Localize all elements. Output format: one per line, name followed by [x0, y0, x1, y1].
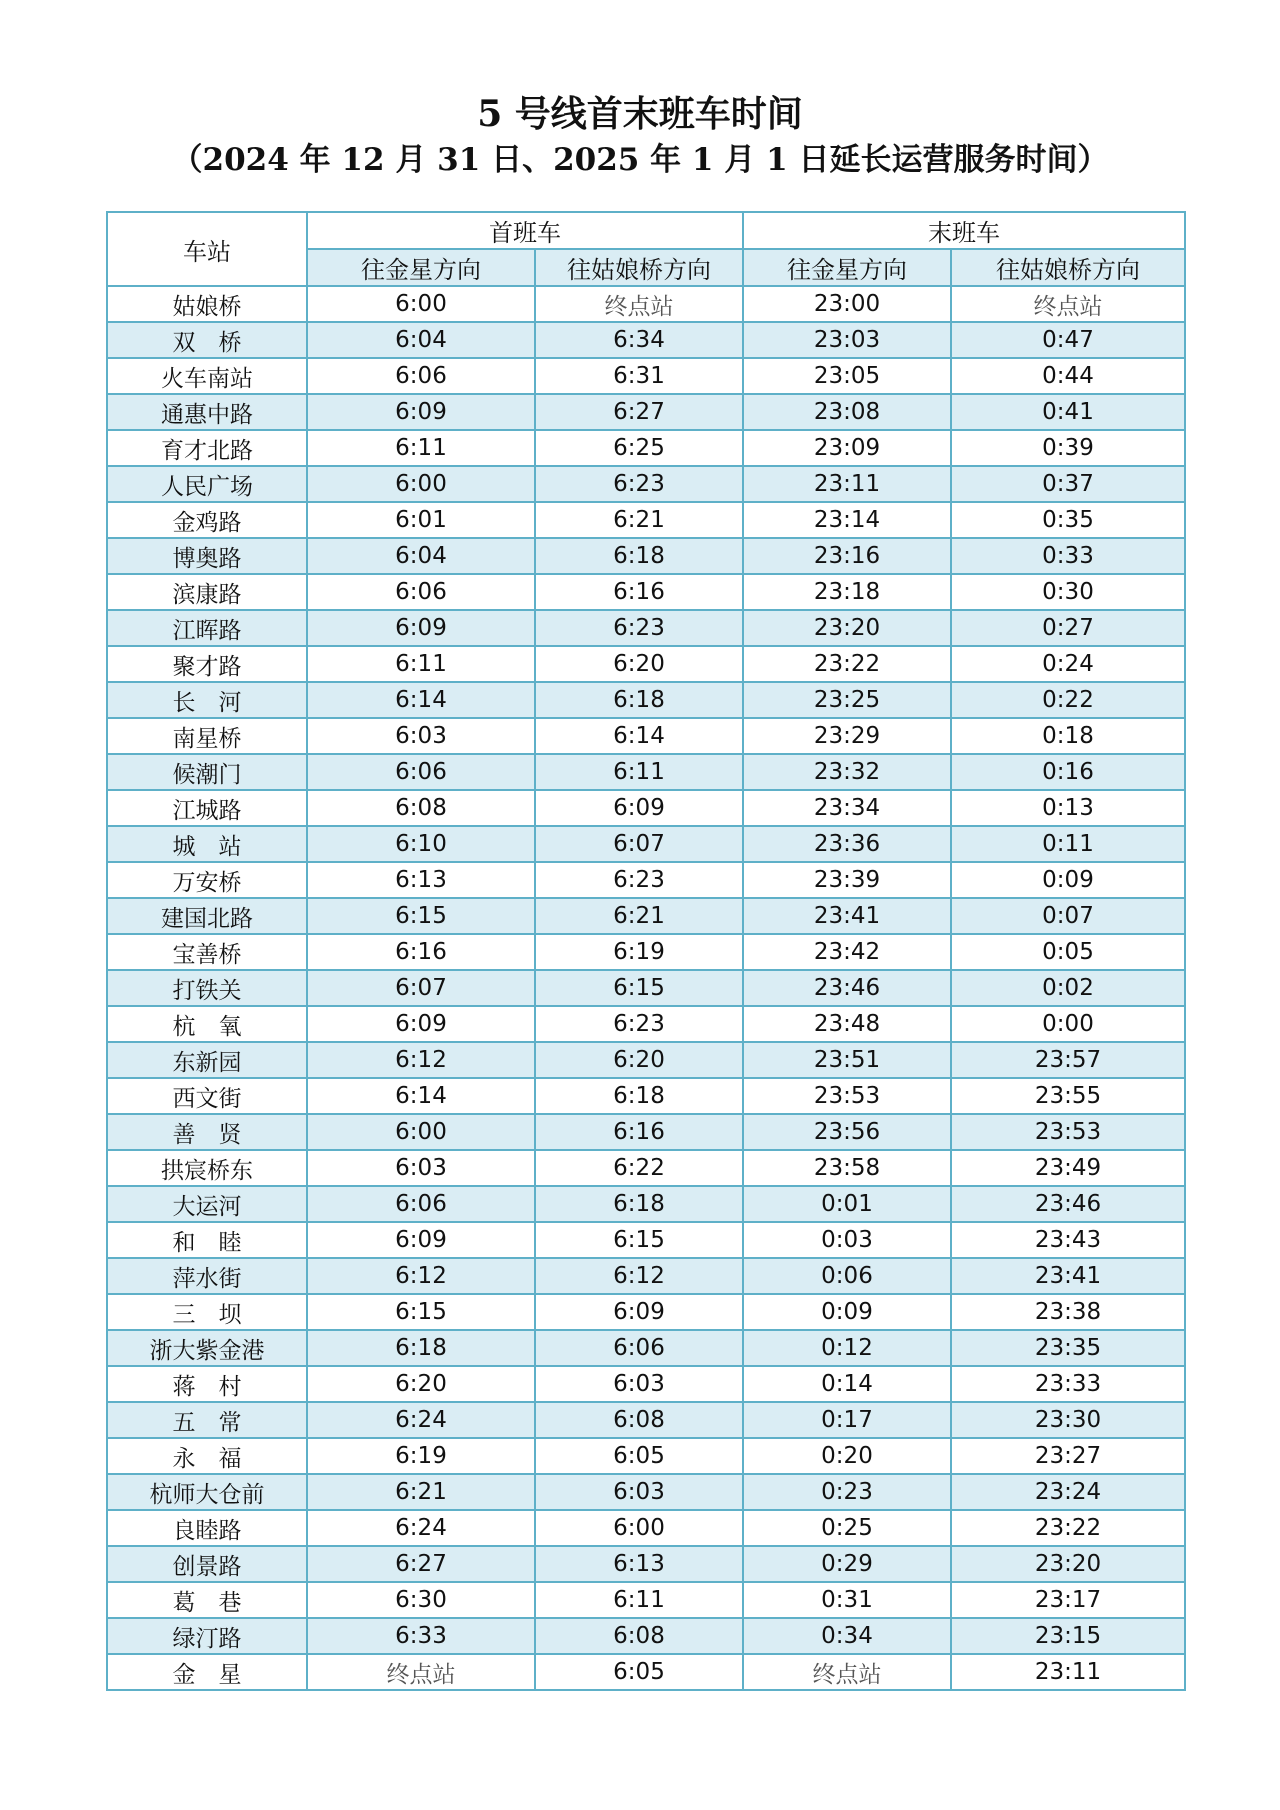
first-train-to-guniangqiao-cell: 6:21: [535, 502, 743, 538]
last-train-to-guniangqiao-cell: 23:57: [951, 1042, 1185, 1078]
first-train-to-jinxing-cell: 6:09: [307, 1222, 535, 1258]
station-name-cell: 绿汀路: [107, 1618, 307, 1654]
first-train-to-guniangqiao-cell: 6:18: [535, 1186, 743, 1222]
last-train-to-guniangqiao-cell: 23:35: [951, 1330, 1185, 1366]
last-train-to-guniangqiao-cell: 0:44: [951, 358, 1185, 394]
last-train-to-jinxing-cell: 23:11: [743, 466, 951, 502]
last-train-to-jinxing-cell: 0:06: [743, 1258, 951, 1294]
last-train-to-jinxing-cell: 0:14: [743, 1366, 951, 1402]
first-train-to-guniangqiao-cell: 6:20: [535, 1042, 743, 1078]
last-train-to-jinxing-cell: 0:29: [743, 1546, 951, 1582]
last-train-to-jinxing-cell: 23:32: [743, 754, 951, 790]
station-name-cell: 打铁关: [107, 970, 307, 1006]
first-train-to-guniangqiao-cell: 6:07: [535, 826, 743, 862]
table-row: [107, 1222, 1185, 1258]
station-name-cell: 大运河: [107, 1186, 307, 1222]
last-train-to-jinxing-cell: 23:00: [743, 286, 951, 322]
first-train-to-guniangqiao-cell: 6:16: [535, 1114, 743, 1150]
last-train-to-guniangqiao-cell: 23:15: [951, 1618, 1185, 1654]
first-train-to-jinxing-cell: 6:16: [307, 934, 535, 970]
station-name-cell: 杭师大仓前: [107, 1474, 307, 1510]
last-train-to-jinxing-cell: 0:25: [743, 1510, 951, 1546]
station-name-cell: 金 星: [107, 1654, 307, 1690]
first-train-to-jinxing-cell: 6:24: [307, 1402, 535, 1438]
first-train-to-guniangqiao-cell: 6:31: [535, 358, 743, 394]
last-train-to-guniangqiao-cell: 0:05: [951, 934, 1185, 970]
last-train-to-guniangqiao-cell: 23:49: [951, 1150, 1185, 1186]
last-train-to-jinxing-cell: 23:05: [743, 358, 951, 394]
last-train-to-guniangqiao-cell: 23:20: [951, 1546, 1185, 1582]
first-train-to-jinxing-cell: 6:01: [307, 502, 535, 538]
last-train-to-jinxing-cell: 23:58: [743, 1150, 951, 1186]
last-train-to-jinxing-cell: 23:42: [743, 934, 951, 970]
last-train-to-guniangqiao-cell: 0:47: [951, 322, 1185, 358]
first-train-to-guniangqiao-cell: 6:12: [535, 1258, 743, 1294]
station-name-cell: 长 河: [107, 682, 307, 718]
first-train-to-guniangqiao-cell: 6:05: [535, 1438, 743, 1474]
first-train-to-jinxing-cell: 6:24: [307, 1510, 535, 1546]
table-row: [107, 862, 1185, 898]
station-header: 车站: [107, 212, 307, 286]
first-train-to-jinxing-cell: 6:27: [307, 1546, 535, 1582]
last-train-to-guniangqiao-cell: 0:02: [951, 970, 1185, 1006]
first-train-to-jinxing-cell: 6:11: [307, 646, 535, 682]
last-to-guniangqiao-header: 往姑娘桥方向: [951, 249, 1185, 286]
table-row: [107, 790, 1185, 826]
first-train-to-guniangqiao-cell: 6:08: [535, 1618, 743, 1654]
station-name-cell: 葛 巷: [107, 1582, 307, 1618]
station-name-cell: 姑娘桥: [107, 286, 307, 322]
table-row: [107, 1510, 1185, 1546]
station-name-cell: 善 贤: [107, 1114, 307, 1150]
first-train-to-guniangqiao-cell: 6:16: [535, 574, 743, 610]
last-train-to-guniangqiao-cell: 23:30: [951, 1402, 1185, 1438]
station-name-cell: 浙大紫金港: [107, 1330, 307, 1366]
table-row: [107, 1294, 1185, 1330]
last-train-to-guniangqiao-cell: 23:41: [951, 1258, 1185, 1294]
first-train-to-jinxing-cell: 6:30: [307, 1582, 535, 1618]
first-train-to-jinxing-cell: 6:14: [307, 1078, 535, 1114]
last-train-to-jinxing-cell: 23:46: [743, 970, 951, 1006]
station-name-cell: 金鸡路: [107, 502, 307, 538]
first-train-to-guniangqiao-cell: 6:23: [535, 1006, 743, 1042]
first-train-to-jinxing-cell: 6:06: [307, 754, 535, 790]
first-train-to-jinxing-cell: 6:03: [307, 718, 535, 754]
first-train-to-guniangqiao-cell: 6:19: [535, 934, 743, 970]
first-train-to-jinxing-cell: 6:11: [307, 430, 535, 466]
table-row: [107, 322, 1185, 358]
first-train-to-guniangqiao-cell: 6:09: [535, 1294, 743, 1330]
last-train-to-jinxing-cell: 终点站: [743, 1654, 951, 1690]
page-title: 5 号线首末班车时间: [477, 93, 803, 135]
last-train-to-jinxing-cell: 23:51: [743, 1042, 951, 1078]
first-train-to-jinxing-cell: 6:00: [307, 466, 535, 502]
table-row: [107, 934, 1185, 970]
last-train-to-jinxing-cell: 23:29: [743, 718, 951, 754]
table-row: [107, 466, 1185, 502]
first-train-to-guniangqiao-cell: 6:00: [535, 1510, 743, 1546]
last-train-to-guniangqiao-cell: 23:53: [951, 1114, 1185, 1150]
first-train-to-jinxing-cell: 6:04: [307, 322, 535, 358]
first-train-to-guniangqiao-cell: 6:21: [535, 898, 743, 934]
first-train-to-jinxing-cell: 6:21: [307, 1474, 535, 1510]
last-train-to-jinxing-cell: 0:01: [743, 1186, 951, 1222]
first-train-to-guniangqiao-cell: 6:20: [535, 646, 743, 682]
first-train-to-jinxing-cell: 6:00: [307, 1114, 535, 1150]
station-name-cell: 建国北路: [107, 898, 307, 934]
station-name-cell: 育才北路: [107, 430, 307, 466]
station-name-cell: 聚才路: [107, 646, 307, 682]
last-train-to-guniangqiao-cell: 0:00: [951, 1006, 1185, 1042]
timetable: [106, 211, 1186, 1691]
last-train-to-guniangqiao-cell: 0:24: [951, 646, 1185, 682]
last-train-to-guniangqiao-cell: 23:33: [951, 1366, 1185, 1402]
first-train-to-jinxing-cell: 6:19: [307, 1438, 535, 1474]
first-train-to-guniangqiao-cell: 6:08: [535, 1402, 743, 1438]
last-train-to-guniangqiao-cell: 0:41: [951, 394, 1185, 430]
first-train-to-jinxing-cell: 6:06: [307, 358, 535, 394]
first-train-to-guniangqiao-cell: 6:18: [535, 682, 743, 718]
last-train-to-guniangqiao-cell: 0:39: [951, 430, 1185, 466]
last-train-to-guniangqiao-cell: 0:11: [951, 826, 1185, 862]
table-row: [107, 898, 1185, 934]
station-name-cell: 五 常: [107, 1402, 307, 1438]
first-train-to-jinxing-cell: 6:09: [307, 394, 535, 430]
first-train-to-guniangqiao-cell: 6:23: [535, 862, 743, 898]
first-train-to-guniangqiao-cell: 终点站: [535, 286, 743, 322]
table-row: [107, 718, 1185, 754]
table-row: [107, 1186, 1185, 1222]
station-name-cell: 博奥路: [107, 538, 307, 574]
first-train-to-guniangqiao-cell: 6:13: [535, 1546, 743, 1582]
last-train-to-jinxing-cell: 23:20: [743, 610, 951, 646]
last-train-to-guniangqiao-cell: 0:09: [951, 862, 1185, 898]
table-row: [107, 286, 1185, 322]
last-train-to-guniangqiao-cell: 终点站: [951, 286, 1185, 322]
station-name-cell: 三 坝: [107, 1294, 307, 1330]
first-train-to-jinxing-cell: 6:13: [307, 862, 535, 898]
table-row: [107, 358, 1185, 394]
first-train-to-guniangqiao-cell: 6:03: [535, 1366, 743, 1402]
last-train-to-jinxing-cell: 0:12: [743, 1330, 951, 1366]
first-train-to-jinxing-cell: 6:10: [307, 826, 535, 862]
last-train-to-jinxing-cell: 23:41: [743, 898, 951, 934]
last-train-to-guniangqiao-cell: 0:13: [951, 790, 1185, 826]
last-train-to-guniangqiao-cell: 0:27: [951, 610, 1185, 646]
first-train-to-guniangqiao-cell: 6:25: [535, 430, 743, 466]
last-train-to-jinxing-cell: 0:23: [743, 1474, 951, 1510]
last-train-to-jinxing-cell: 0:31: [743, 1582, 951, 1618]
table-row: [107, 1546, 1185, 1582]
last-train-to-jinxing-cell: 23:25: [743, 682, 951, 718]
table-row: [107, 574, 1185, 610]
first-train-to-guniangqiao-cell: 6:09: [535, 790, 743, 826]
first-train-to-jinxing-cell: 6:09: [307, 610, 535, 646]
last-train-to-guniangqiao-cell: 0:30: [951, 574, 1185, 610]
first-train-to-guniangqiao-cell: 6:23: [535, 610, 743, 646]
table-row: [107, 754, 1185, 790]
last-train-to-jinxing-cell: 23:08: [743, 394, 951, 430]
table-row: [107, 394, 1185, 430]
table-row: [107, 1114, 1185, 1150]
first-train-to-jinxing-cell: 6:08: [307, 790, 535, 826]
timetable-body: [107, 286, 1185, 1690]
last-train-to-jinxing-cell: 23:03: [743, 322, 951, 358]
first-train-to-guniangqiao-cell: 6:11: [535, 1582, 743, 1618]
first-train-to-guniangqiao-cell: 6:15: [535, 970, 743, 1006]
table-row: [107, 682, 1185, 718]
first-train-to-jinxing-cell: 6:33: [307, 1618, 535, 1654]
table-row: [107, 970, 1185, 1006]
station-name-cell: 永 福: [107, 1438, 307, 1474]
last-train-to-guniangqiao-cell: 23:27: [951, 1438, 1185, 1474]
table-row: [107, 1330, 1185, 1366]
station-name-cell: 江城路: [107, 790, 307, 826]
station-name-cell: 蒋 村: [107, 1366, 307, 1402]
first-train-to-jinxing-cell: 6:12: [307, 1258, 535, 1294]
first-train-to-jinxing-cell: 6:06: [307, 574, 535, 610]
station-name-cell: 人民广场: [107, 466, 307, 502]
last-train-to-guniangqiao-cell: 0:16: [951, 754, 1185, 790]
table-row: [107, 1438, 1185, 1474]
station-name-cell: 万安桥: [107, 862, 307, 898]
station-name-cell: 萍水街: [107, 1258, 307, 1294]
last-train-to-guniangqiao-cell: 0:07: [951, 898, 1185, 934]
station-name-cell: 拱宸桥东: [107, 1150, 307, 1186]
last-train-to-jinxing-cell: 23:09: [743, 430, 951, 466]
header-row-groups: [107, 212, 1185, 249]
first-train-to-jinxing-cell: 6:07: [307, 970, 535, 1006]
last-train-to-guniangqiao-cell: 0:35: [951, 502, 1185, 538]
last-train-to-guniangqiao-cell: 0:33: [951, 538, 1185, 574]
last-train-to-guniangqiao-cell: 23:22: [951, 1510, 1185, 1546]
table-row: [107, 538, 1185, 574]
table-row: [107, 1474, 1185, 1510]
last-train-to-guniangqiao-cell: 23:55: [951, 1078, 1185, 1114]
last-train-to-jinxing-cell: 23:56: [743, 1114, 951, 1150]
first-train-to-jinxing-cell: 6:15: [307, 898, 535, 934]
last-train-to-jinxing-cell: 23:14: [743, 502, 951, 538]
table-row: [107, 1006, 1185, 1042]
station-name-cell: 宝善桥: [107, 934, 307, 970]
page-subtitle: （2024 年 12 月 31 日、2025 年 1 月 1 日延长运营服务时间）: [171, 142, 1109, 178]
first-train-to-guniangqiao-cell: 6:03: [535, 1474, 743, 1510]
first-train-to-jinxing-cell: 6:03: [307, 1150, 535, 1186]
first-train-to-jinxing-cell: 6:09: [307, 1006, 535, 1042]
station-name-cell: 滨康路: [107, 574, 307, 610]
table-row: [107, 502, 1185, 538]
table-row: [107, 1654, 1185, 1690]
last-train-to-guniangqiao-cell: 23:17: [951, 1582, 1185, 1618]
last-train-to-jinxing-cell: 0:20: [743, 1438, 951, 1474]
station-name-cell: 创景路: [107, 1546, 307, 1582]
last-train-to-jinxing-cell: 23:18: [743, 574, 951, 610]
station-name-cell: 杭 氧: [107, 1006, 307, 1042]
last-train-to-guniangqiao-cell: 0:37: [951, 466, 1185, 502]
last-train-to-guniangqiao-cell: 23:46: [951, 1186, 1185, 1222]
station-name-cell: 火车南站: [107, 358, 307, 394]
table-row: [107, 1078, 1185, 1114]
table-row: [107, 610, 1185, 646]
station-name-cell: 候潮门: [107, 754, 307, 790]
first-train-to-jinxing-cell: 6:14: [307, 682, 535, 718]
station-name-cell: 江晖路: [107, 610, 307, 646]
first-train-to-jinxing-cell: 6:06: [307, 1186, 535, 1222]
last-train-to-jinxing-cell: 23:48: [743, 1006, 951, 1042]
table-row: [107, 1402, 1185, 1438]
first-train-header: 首班车: [307, 212, 743, 249]
last-train-to-jinxing-cell: 0:17: [743, 1402, 951, 1438]
last-train-to-jinxing-cell: 0:34: [743, 1618, 951, 1654]
last-train-to-jinxing-cell: 23:34: [743, 790, 951, 826]
station-name-cell: 南星桥: [107, 718, 307, 754]
last-train-to-jinxing-cell: 23:36: [743, 826, 951, 862]
first-train-to-guniangqiao-cell: 6:27: [535, 394, 743, 430]
first-train-to-jinxing-cell: 6:15: [307, 1294, 535, 1330]
last-to-jinxing-header: 往金星方向: [743, 249, 951, 286]
first-train-to-guniangqiao-cell: 6:23: [535, 466, 743, 502]
last-train-header: 末班车: [743, 212, 1185, 249]
first-train-to-guniangqiao-cell: 6:18: [535, 538, 743, 574]
last-train-to-guniangqiao-cell: 23:38: [951, 1294, 1185, 1330]
last-train-to-guniangqiao-cell: 23:43: [951, 1222, 1185, 1258]
last-train-to-jinxing-cell: 23:39: [743, 862, 951, 898]
station-name-cell: 通惠中路: [107, 394, 307, 430]
last-train-to-guniangqiao-cell: 23:24: [951, 1474, 1185, 1510]
first-train-to-guniangqiao-cell: 6:14: [535, 718, 743, 754]
table-row: [107, 1366, 1185, 1402]
station-name-cell: 西文街: [107, 1078, 307, 1114]
station-name-cell: 良睦路: [107, 1510, 307, 1546]
table-row: [107, 1150, 1185, 1186]
table-row: [107, 1618, 1185, 1654]
last-train-to-jinxing-cell: 23:22: [743, 646, 951, 682]
first-train-to-jinxing-cell: 6:04: [307, 538, 535, 574]
table-row: [107, 1582, 1185, 1618]
last-train-to-jinxing-cell: 0:03: [743, 1222, 951, 1258]
table-row: [107, 1258, 1185, 1294]
first-train-to-jinxing-cell: 6:20: [307, 1366, 535, 1402]
first-to-guniangqiao-header: 往姑娘桥方向: [535, 249, 743, 286]
first-train-to-guniangqiao-cell: 6:05: [535, 1654, 743, 1690]
table-row: [107, 646, 1185, 682]
table-row: [107, 826, 1185, 862]
station-name-cell: 东新园: [107, 1042, 307, 1078]
first-train-to-jinxing-cell: 6:18: [307, 1330, 535, 1366]
first-train-to-guniangqiao-cell: 6:15: [535, 1222, 743, 1258]
table-row: [107, 1042, 1185, 1078]
last-train-to-guniangqiao-cell: 23:11: [951, 1654, 1185, 1690]
last-train-to-jinxing-cell: 0:09: [743, 1294, 951, 1330]
last-train-to-guniangqiao-cell: 0:22: [951, 682, 1185, 718]
station-name-cell: 城 站: [107, 826, 307, 862]
first-train-to-jinxing-cell: 终点站: [307, 1654, 535, 1690]
last-train-to-guniangqiao-cell: 0:18: [951, 718, 1185, 754]
last-train-to-jinxing-cell: 23:53: [743, 1078, 951, 1114]
first-train-to-guniangqiao-cell: 6:18: [535, 1078, 743, 1114]
station-name-cell: 和 睦: [107, 1222, 307, 1258]
table-row: [107, 430, 1185, 466]
first-train-to-guniangqiao-cell: 6:34: [535, 322, 743, 358]
first-train-to-jinxing-cell: 6:00: [307, 286, 535, 322]
first-train-to-guniangqiao-cell: 6:06: [535, 1330, 743, 1366]
first-train-to-guniangqiao-cell: 6:11: [535, 754, 743, 790]
last-train-to-jinxing-cell: 23:16: [743, 538, 951, 574]
station-name-cell: 双 桥: [107, 322, 307, 358]
first-train-to-jinxing-cell: 6:12: [307, 1042, 535, 1078]
first-train-to-guniangqiao-cell: 6:22: [535, 1150, 743, 1186]
first-to-jinxing-header: 往金星方向: [307, 249, 535, 286]
